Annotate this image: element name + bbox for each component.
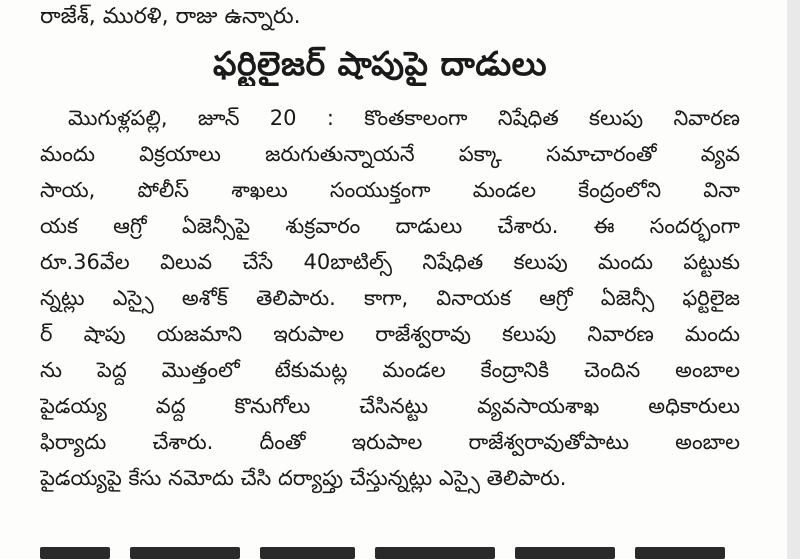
cut-off-text-fragment <box>260 547 355 559</box>
body-line: న్నట్లు ఎస్సై అశోక్ తెలిపారు. కాగా, వినాయక ఆగ్రో ఏజెన్సీ ఫర్టిలైజ <box>40 286 740 310</box>
cut-off-next-line <box>40 541 730 559</box>
cut-off-text-fragment <box>375 547 495 559</box>
body-line: రూ.36వేల విలువ చేసే 40బాటిల్స్ నిషేధిత కలుపు మందు పట్టుకు <box>40 250 740 274</box>
body-line: ను పెద్ద మొత్తంలో టేకుమట్ల మండల కేంద్రానికి చెందిన అంబాల <box>40 358 740 382</box>
cut-off-text-fragment <box>130 547 240 559</box>
body-line: మందు విక్రయాలు జరుగుతున్నాయనే పక్కా సమాచారంతో వ్యవ <box>40 142 740 166</box>
page-edge <box>787 0 800 559</box>
article-body <box>40 100 740 496</box>
cut-off-text-fragment <box>635 547 725 559</box>
body-line: సాయ, పోలీస్ శాఖలు సంయుక్తంగా మండల కేంద్రంలోని వినా <box>40 178 740 202</box>
previous-article-tail: రాజేశ్, మురళి, రాజు ఉన్నారు. <box>40 4 301 29</box>
body-line: మొగుళ్లపల్లి, జూన్ 20 : కొంతకాలంగా నిషేధిత కలుపు నివారణ <box>68 106 740 130</box>
body-line: ఫిర్యాదు చేశారు. దీంతో ఇరుపాల రాజేశ్వరావుతోపాటు అంబాల <box>40 430 740 454</box>
body-line: పైడయ్య వద్ద కొనుగోలు చేసినట్టు వ్యవసాయశాఖ అధికారులు <box>40 394 740 418</box>
article-headline: ఫర్టిలైజర్ షాపుపై దాడులు <box>213 44 547 83</box>
body-line: పైడయ్యపై కేసు నమోదు చేసి దర్యాప్తు చేస్తున్నట్లు ఎస్సై తెలిపారు. <box>40 466 567 490</box>
body-line: ర్ షాపు యజమాని ఇరుపాల రాజేశ్వరావు కలుపు నివారణ మందు <box>40 322 740 346</box>
body-line: యక ఆగ్రో ఏజెన్సీపై శుక్రవారం దాడులు చేశారు. ఈ సందర్భంగా <box>40 214 740 238</box>
cut-off-text-fragment <box>40 547 110 559</box>
cut-off-text-fragment <box>515 547 615 559</box>
